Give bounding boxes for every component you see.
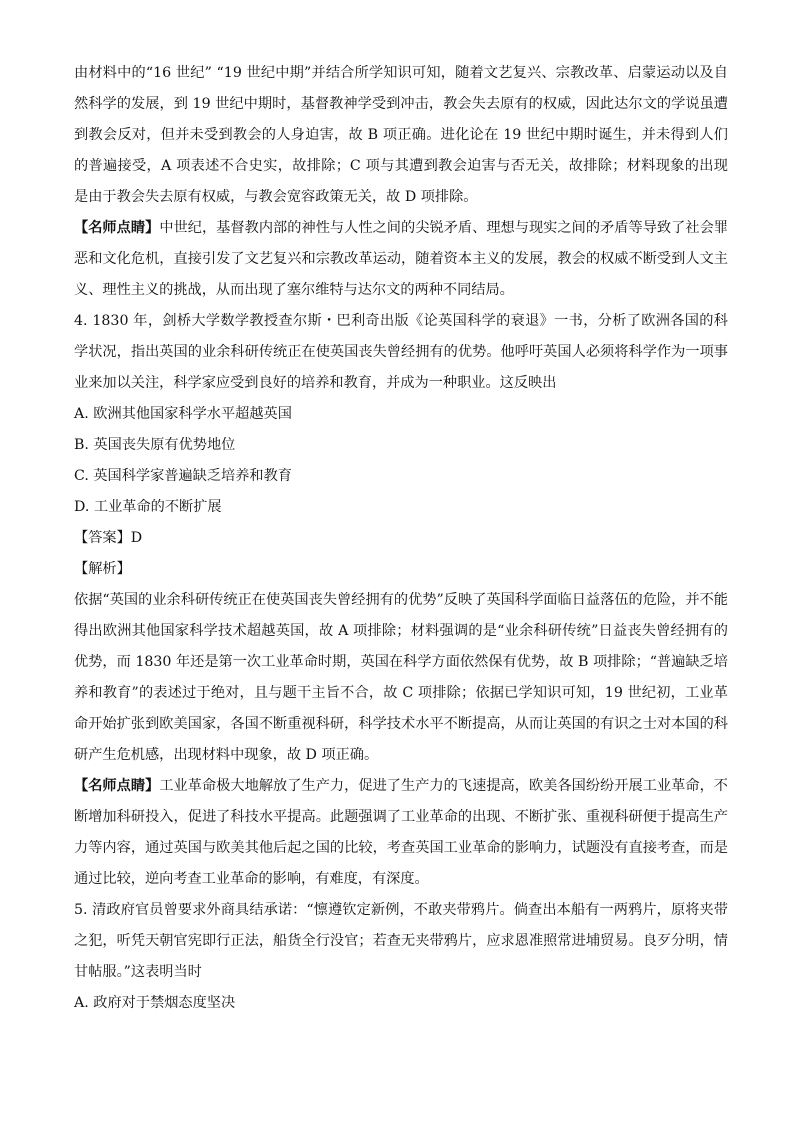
question-4-option-a: A. 欧洲其他国家科学水平超越英国 [74,406,292,422]
question-5-stem: 5. 清政府官员曾要求外商具结承诺：“懔遵钦定新例，不敢夹带鸦片。倘查出本船有一两鸦片，原将夹带之犯，听凭天朝官宪即行正法，船货全行没官；若查无夹带鸦片，应求恩准照常进埔贸易。良歹分明，情甘帖服。”这表明当时 [74,902,728,980]
teacher-tip-text: 中世纪，基督教内部的神性与人性之间的尖锐矛盾、理想与现实之间的矛盾等导致了社会罪恶和文化危机，直接引发了文艺复兴和宗教改革运动，随着资本主义的发展，教会的权威不断受到人文主义、理性主义的挑战，从而出现了塞尔维特与达尔文的两种不同结局。 [74,220,728,298]
question-4-analysis-label: 【解析】 [74,561,131,577]
question-4-option-b: B. 英国丧失原有优势地位 [74,437,236,453]
question-4-answer: 【答案】D [74,530,143,546]
question-4-analysis: 依据“英国的业余科研传统正在使英国丧失曾经拥有的优势”反映了英国科学面临日益落伍的危险，并不能得出欧洲其他国家科学技术超越英国，故 A 项排除；材料强调的是“业余科研传统”日益丧失曾经拥有的优势，而 1830 年还是第一次工业革命时期，英国在科学方面依然保有优势，故 B 项排除；“普遍缺乏培养和教育”的表述过于绝对，且与题干主旨不合，故 C 项排除；依据已学知识可知，19 世纪初，工业革命开始扩张到欧美国家，各国不断重视科研，科学技术水平不断提高，从而让英国的有识之士对本国的科研产生危机感，出现材料中现象，故 D 项正确。 [74,592,728,763]
question-5-option-a: A. 政府对于禁烟态度坚决 [74,995,236,1011]
teacher-tip-q3 [74,213,728,306]
question-4-stem: 4. 1830 年，剑桥大学数学教授查尔斯・巴利奇出版《论英国科学的衰退》一书，分析了欧洲各国的科学状况，指出英国的业余科研传统正在使英国丧失曾经拥有的优势。他呼吁英国人必须将科学作为一项事业来加以关注，科学家应受到良好的培养和教育，并成为一种职业。这反映出 [74,313,728,391]
teacher-tip-label: 【名师点睛】 [74,220,160,236]
document-page [74,58,728,1019]
question-4-option-c: C. 英国科学家普遍缺乏培养和教育 [74,468,292,484]
teacher-tip-q4 [74,771,728,895]
teacher-tip-label: 【名师点睛】 [74,778,160,794]
analysis-paragraph-q3: 由材料中的“16 世纪” “19 世纪中期”并结合所学知识可知，随着文艺复兴、宗教改革、启蒙运动以及自然科学的发展，到 19 世纪中期时，基督教神学受到冲击，教会失去原有的权威，因此达尔文的学说虽遭到教会反对，但并未受到教会的人身迫害，故 B 项正确。进化论在 19 世纪中期时诞生，并未得到人们的普遍接受，A 项表述不合史实，故排除；C 项与其遭到教会迫害与否无关，故排除；材料现象的出现是由于教会失去原有权威，与教会宽容政策无关，故 D 项排除。 [74,65,728,205]
question-4-option-d: D. 工业革命的不断扩展 [74,499,222,515]
teacher-tip-text: 工业革命极大地解放了生产力，促进了生产力的飞速提高，欧美各国纷纷开展工业革命，不断增加科研投入，促进了科技水平提高。此题强调了工业革命的出现、不断扩张、重视科研便于提高生产力等内容，通过英国与欧美其他后起之国的比较，考查英国工业革命的影响力，试题没有直接考查，而是通过比较，逆向考查工业革命的影响，有难度，有深度。 [74,778,728,887]
